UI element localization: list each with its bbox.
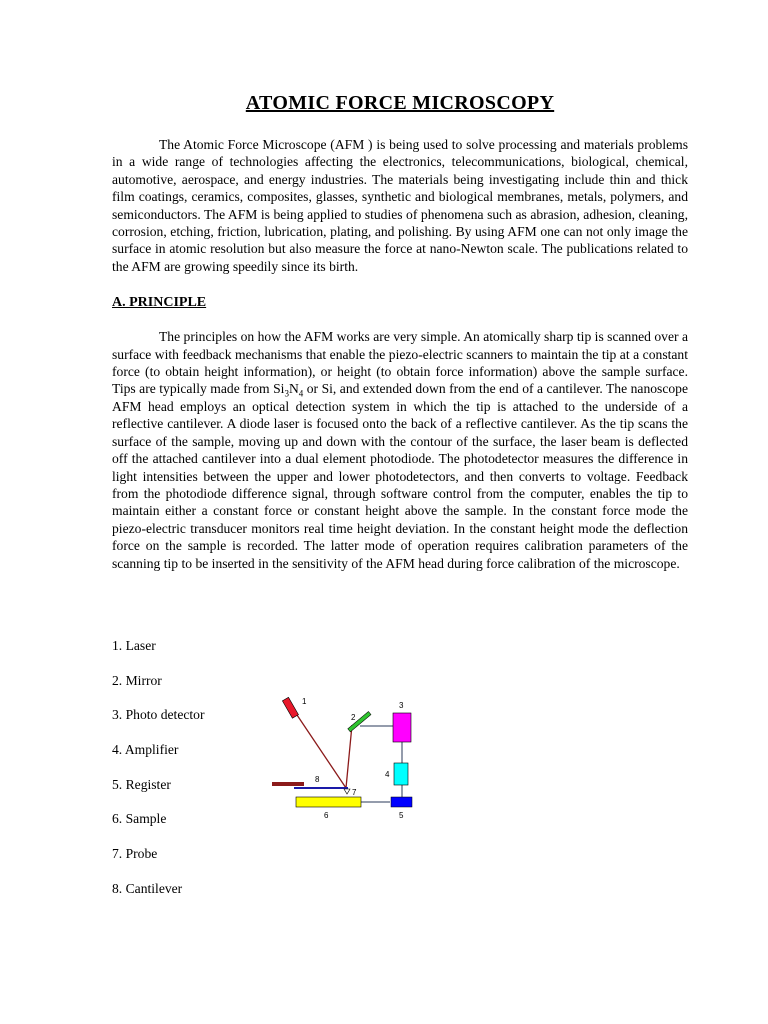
legend-item: 5. Register (112, 776, 171, 792)
intro-paragraph: The Atomic Force Microscope (AFM ) is being used to solve processing and materials problems in a wide range of technologies affecting the electronics, telecommunications, biological, chemical, automotive, aerospace, and energy industries. The materials being investigating include thin and thick film coatings, ceramics, composites, glasses, synthetic and biological membranes, metals, polymers, and semiconductors. The AFM is being applied to studies of phenomena such as abrasion, adhesion, cleaning, corrosion, etching, friction, lubrication, plating, and polishing. By using AFM one can not only image the surface in atomic resolution but also measure the force at nano-Newton scale. The publications related to the AFM are growing speedily since its birth. (112, 137, 688, 274)
subscript-3: 3 (284, 389, 289, 400)
diagram-label-6: 6 (324, 811, 329, 820)
component-legend (112, 637, 205, 915)
legend-item: 7. Probe (112, 846, 158, 862)
diagram-label-5: 5 (399, 811, 404, 820)
principle-text-part2: or Si, and extended down from the end of a cantilever. The nanoscope AFM head employs an optical detection system in which the tip is attached to the underside of a reflective cantilever. A diode laser is focused onto the back of a reflective cantilever. As the tip scans the surface of the sample, moving up and down with the contour of the surface, the laser beam is deflected off the attached cantilever into a dual element photodiode. The photodetector measures the difference in light intensities between the upper and lower photodetectors, and then converts to voltage. Feedback from the photodiode difference signal, through software control from the computer, enables the tip to maintain either a constant force or constant height above the sample. In the constant force mode the piezo-electric transducer monitors real time height deviation. In the constant height mode the deflection force on the sample is recorded. The latter mode of operation requires calibration parameters of the scanning tip to be inserted in the sensitivity of the AFM head during force calibration of the microscope. (112, 381, 688, 571)
cantilever-holder-shape (272, 782, 304, 786)
principle-text-part1: The principles on how the AFM works are very simple. An atomically sharp tip is scanned over a surface with feedback mechanisms that enable the piezo-electric scanners to maintain the tip at a constant force (to obtain height information), or height (to obtain force information) above the sample surface. Tips are typically made from Si (112, 329, 688, 397)
section-heading-principle: A. PRINCIPLE (112, 295, 207, 311)
legend-item: 1. Laser (112, 638, 156, 653)
legend-item: 6. Sample (112, 811, 167, 827)
diagram-label-4: 4 (385, 770, 390, 779)
subscript-4: 4 (298, 389, 304, 400)
afm-diagram (262, 690, 432, 830)
probe-tip-shape (344, 789, 350, 794)
sample-shape (296, 797, 361, 807)
laser-beam-reflected (346, 725, 352, 788)
legend-item: 2. Mirror (112, 672, 162, 688)
legend-item: 3. Photo detector (112, 707, 205, 723)
document-page (112, 90, 688, 572)
page-title: ATOMIC FORCE MICROSCOPY (245, 92, 555, 114)
laser-shape (282, 697, 298, 718)
register-shape (391, 797, 412, 807)
diagram-label-1: 1 (302, 697, 307, 706)
diagram-label-8: 8 (315, 775, 320, 784)
diagram-label-2: 2 (351, 713, 356, 722)
diagram-label-3: 3 (399, 701, 404, 710)
legend-item: 8. Cantilever (112, 880, 183, 896)
photo-detector-shape (393, 713, 411, 742)
principle-paragraph (112, 328, 688, 572)
amplifier-shape (394, 763, 408, 785)
nitrogen-letter: N (288, 381, 299, 397)
laser-beam-incident (295, 712, 346, 788)
legend-item: 4. Amplifier (112, 742, 179, 758)
diagram-label-7: 7 (352, 788, 357, 797)
